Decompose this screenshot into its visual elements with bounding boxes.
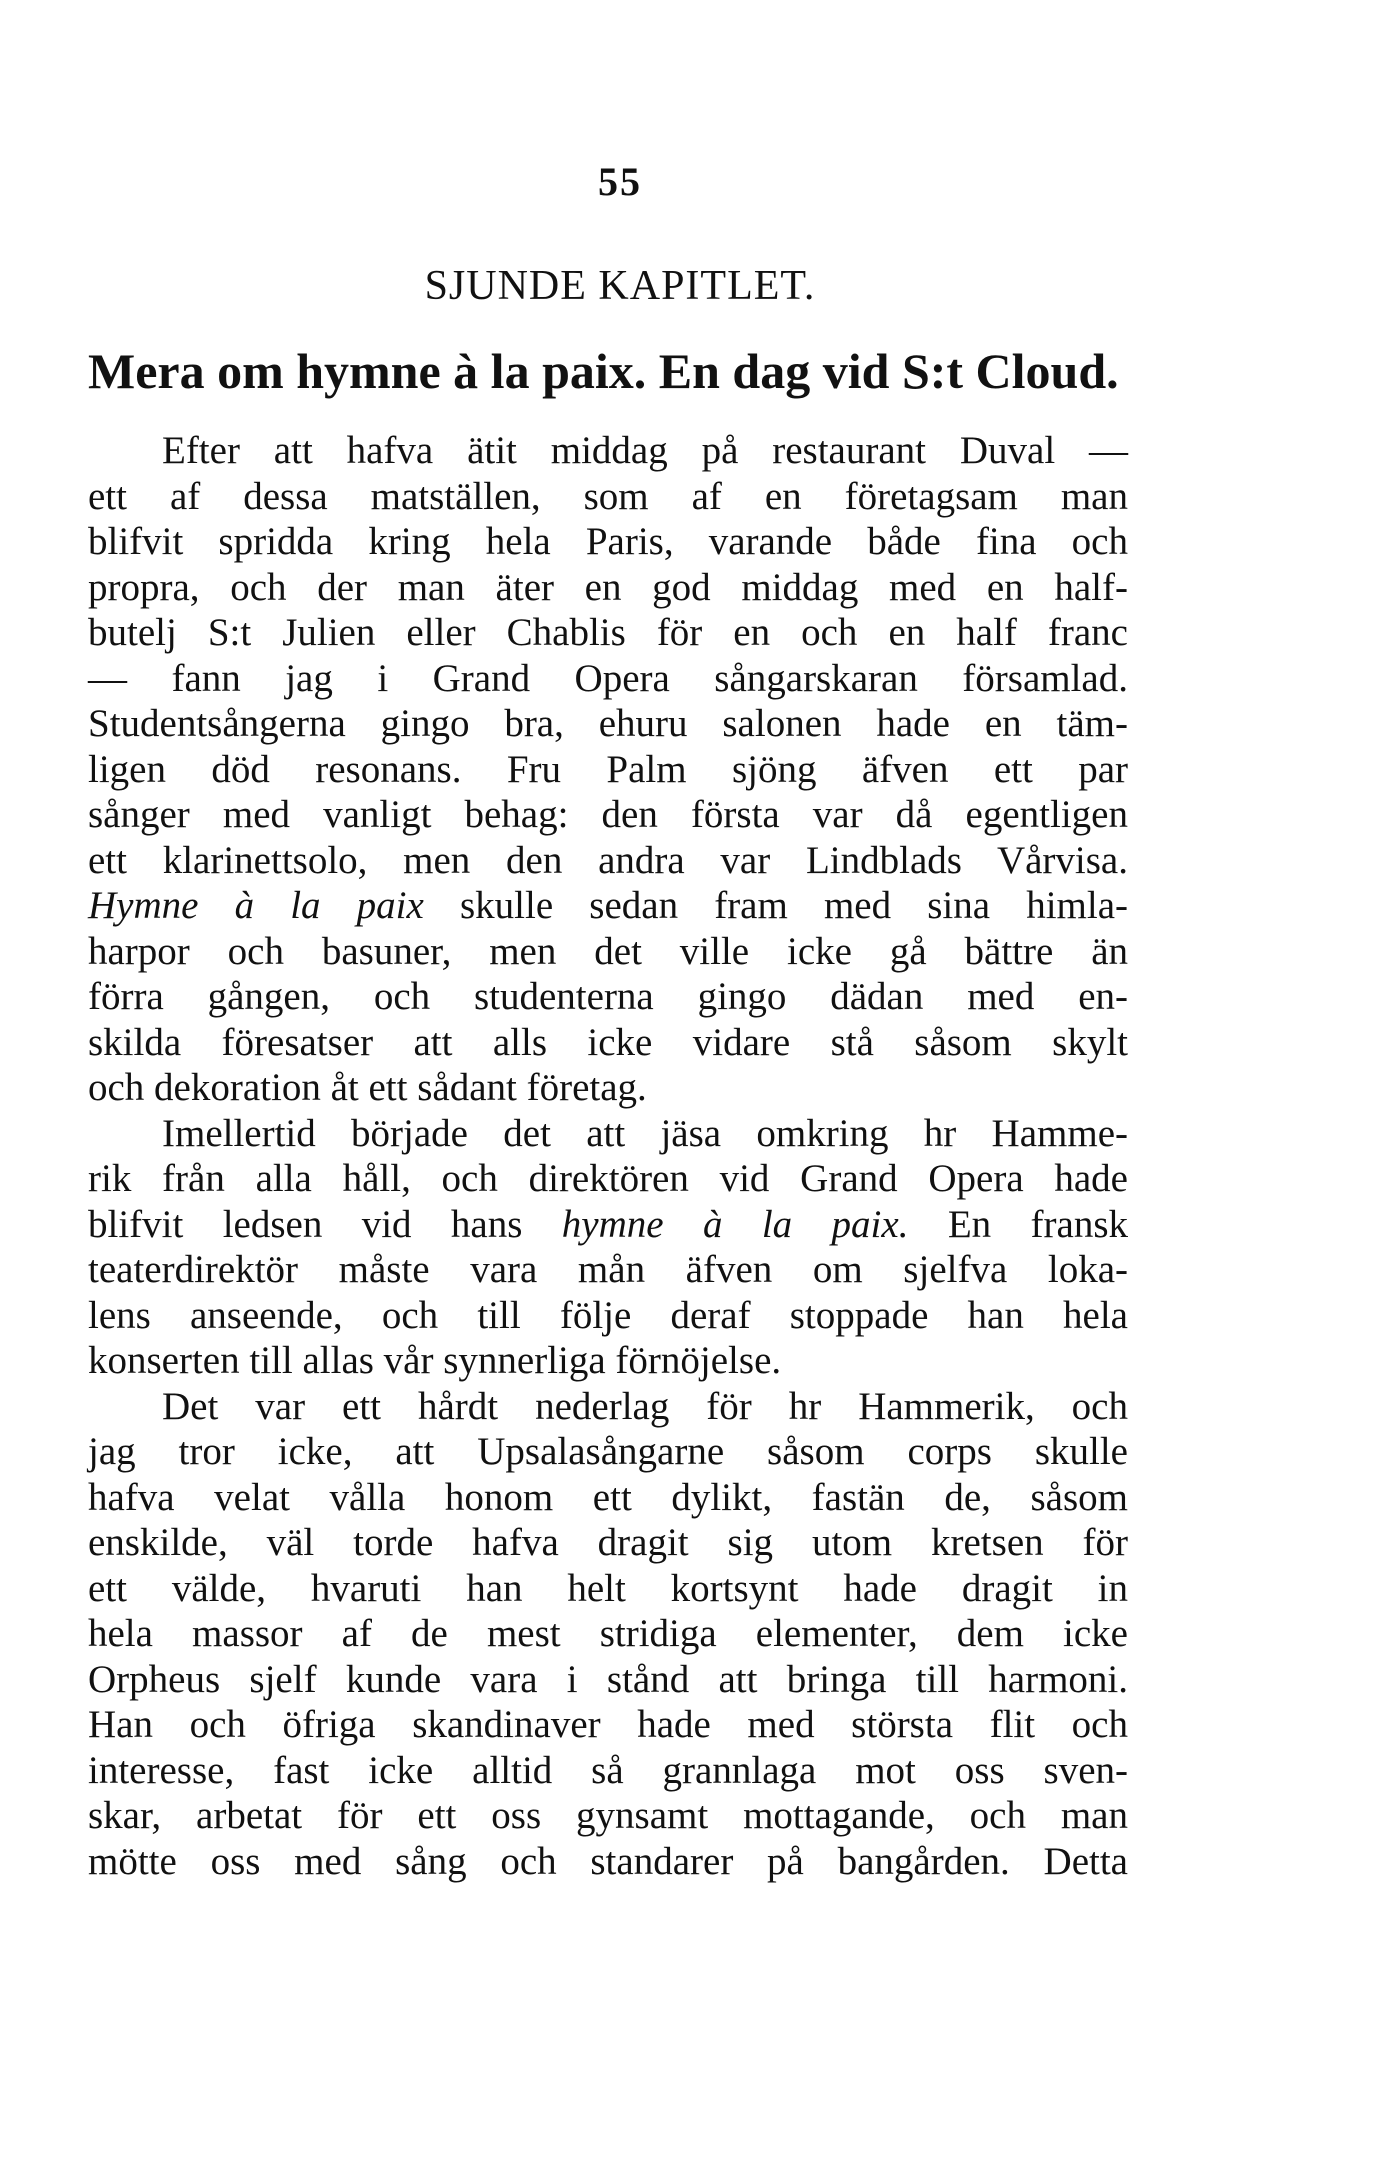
body-text: [88, 428, 1128, 1884]
text-line: Det var ett hårdt nederlag för hr Hammerik, och: [162, 1384, 1128, 1428]
text-line: blifvit spridda kring hela Paris, varande både fina och: [88, 520, 1128, 563]
text-line: skar, arbetat för ett oss gynsamt mottagande, och man: [88, 1794, 1128, 1837]
italic-title: hymne à la paix.: [561, 1202, 909, 1246]
text-line: och dekoration åt ett sådant företag.: [88, 1066, 647, 1109]
text-fragment: blifvit ledsen vid hans: [88, 1202, 562, 1246]
text-line: rik från alla håll, och direktören vid Grand Opera hade: [88, 1157, 1128, 1200]
text-line: ett klarinettsolo, men den andra var Lindblads Vårvisa.: [88, 838, 1128, 882]
text-line: konserten till allas vår synnerliga förnöjelse.: [88, 1339, 782, 1382]
text-line: mötte oss med sång och standarer på bangården. Detta: [88, 1839, 1128, 1883]
text-line: jag tror icke, att Upsalasångarne såsom corps skulle: [88, 1430, 1128, 1473]
text-line: Studentsångerna gingo bra, ehuru salonen hade en täm-: [88, 702, 1128, 745]
text-line: förra gången, och studenterna gingo dädan med en-: [88, 975, 1128, 1018]
text-line: butelj S:t Julien eller Chablis för en och en half franc: [88, 611, 1128, 654]
text-line: Efter att hafva ätit middag på restaurant Duval —: [162, 429, 1128, 472]
italic-title: Hymne à la paix: [88, 884, 424, 927]
text-line: harpor och basuner, men det ville icke gå bättre än: [88, 929, 1128, 973]
text-line: lens anseende, och till följe deraf stoppade han hela: [88, 1293, 1128, 1337]
text-line: ligen död resonans. Fru Palm sjöng äfven ett par: [88, 747, 1128, 791]
page-number: 55: [598, 159, 642, 204]
text-line: [88, 883, 1128, 929]
text-line: Imellertid började det att jäsa omkring hr Hamme-: [162, 1111, 1128, 1155]
text-line: Han och öfriga skandinaver hade med största flit och: [88, 1703, 1128, 1746]
text-line: hafva velat vålla honom ett dylikt, fastän de, såsom: [88, 1475, 1128, 1519]
chapter-heading: SJUNDE KAPITLET.: [424, 263, 816, 309]
text-fragment: En fransk: [908, 1202, 1128, 1246]
text-line: ett välde, hvaruti han helt kortsynt hade dragit in: [88, 1566, 1128, 1610]
text-line: skilda föresatser att alls icke vidare stå såsom skylt: [88, 1020, 1128, 1064]
text-fragment: skulle sedan fram med sina himla-: [423, 884, 1128, 927]
text-line: ett af dessa matställen, som af en företagsam man: [88, 474, 1128, 518]
text-line: propra, och der man äter en god middag med en half-: [88, 565, 1128, 609]
text-line: Orpheus sjelf kunde vara i stånd att bringa till harmoni.: [88, 1657, 1128, 1701]
text-line: teaterdirektör måste vara mån äfven om sjelfva loka-: [88, 1248, 1128, 1291]
text-line: interesse, fast icke alltid så grannlaga mot oss sven-: [88, 1748, 1128, 1792]
text-line: hela massor af de mest stridiga elementer, dem icke: [88, 1612, 1128, 1655]
text-line: enskilde, väl torde hafva dragit sig utom kretsen för: [88, 1521, 1128, 1564]
text-line: sånger med vanligt behag: den första var då egentligen: [88, 793, 1128, 836]
text-line: — fann jag i Grand Opera sångarskaran församlad.: [88, 656, 1128, 700]
chapter-title: Mera om hymne à la paix. En dag vid S:t Cloud.: [88, 343, 1119, 399]
text-line: [88, 1202, 1128, 1248]
